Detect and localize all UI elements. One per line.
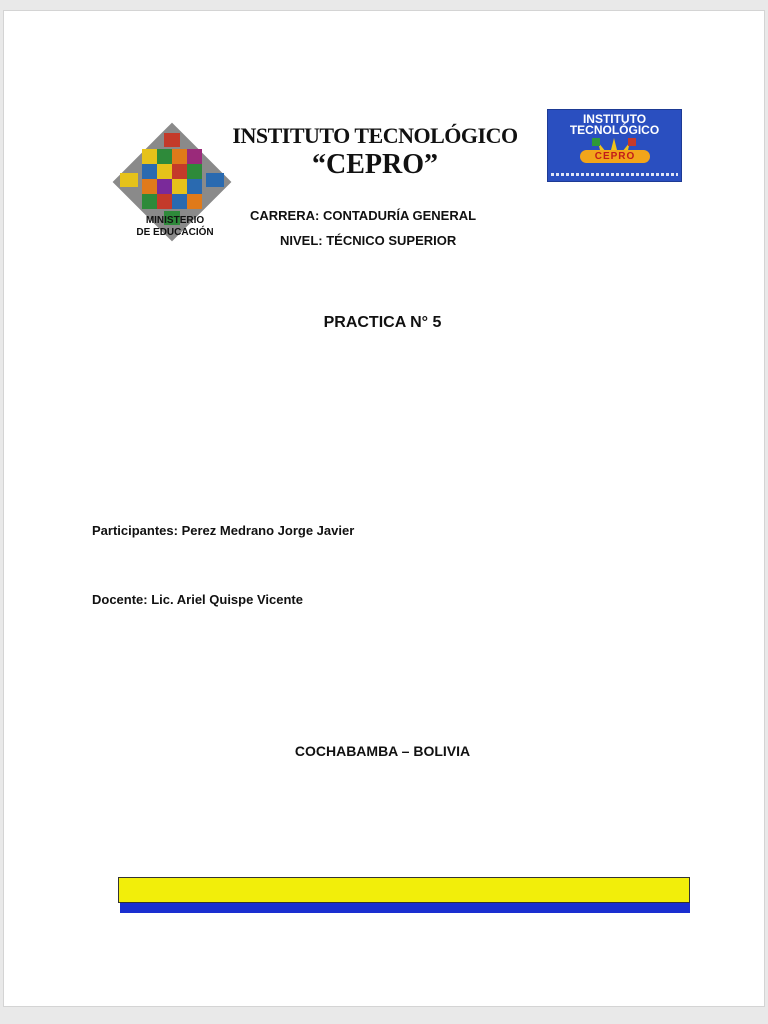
ministry-name <box>122 215 228 239</box>
ministry-name-line1: MINISTERIO <box>145 215 205 226</box>
level-line: NIVEL: TÉCNICO SUPERIOR <box>280 233 457 248</box>
teacher-line: Docente: Lic. Ariel Quispe Vicente <box>92 592 303 607</box>
cepro-logo-line2: TECNOLÓGICO <box>569 123 660 137</box>
ministry-name-line2: DE EDUCACIÓN <box>136 227 214 238</box>
participants-line: Participantes: Perez Medrano Jorge Javier <box>92 523 355 538</box>
logo-fine-print <box>551 173 678 176</box>
cepro-logo-line1: INSTITUTO <box>582 112 647 126</box>
yellow-band <box>118 877 690 903</box>
institute-title: INSTITUTO TECNOLÓGICO <box>232 123 518 148</box>
practice-title: PRACTICA N° 5 <box>323 314 442 331</box>
career-line: CARRERA: CONTADURÍA GENERAL <box>250 208 477 223</box>
institute-name: “CEPRO” <box>312 149 438 180</box>
cepro-logo <box>547 109 682 182</box>
place-line: COCHABAMBA – BOLIVIA <box>294 743 471 759</box>
cepro-badge: CEPRO <box>580 150 650 163</box>
document-page <box>3 10 765 1007</box>
